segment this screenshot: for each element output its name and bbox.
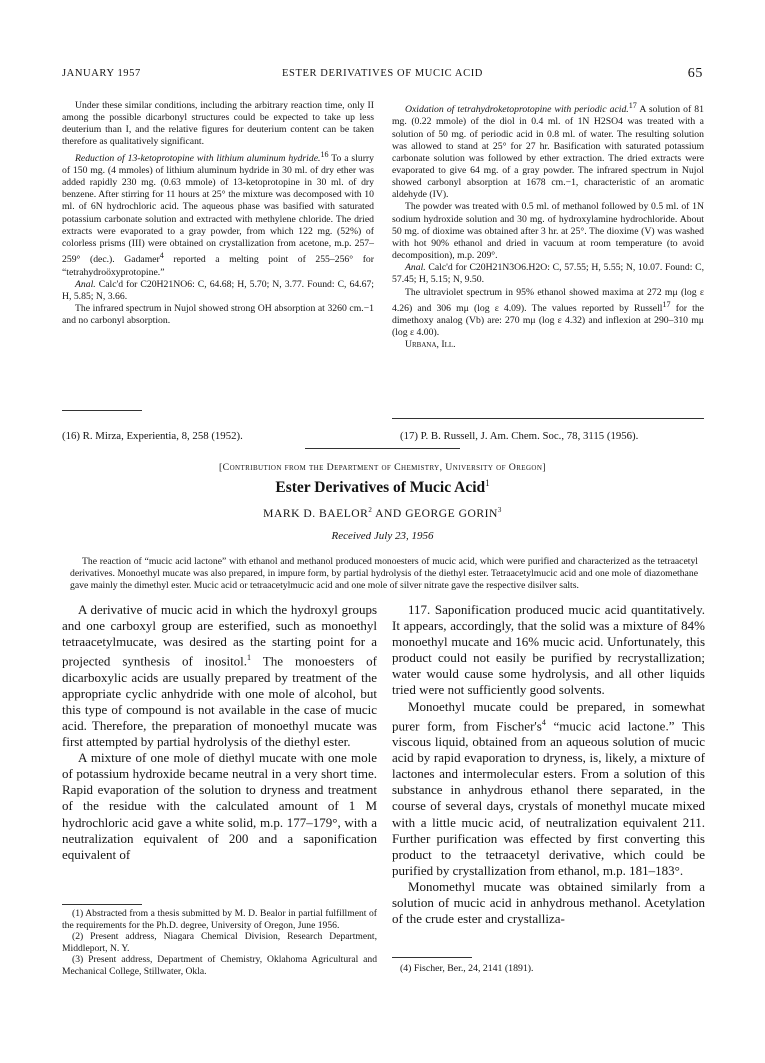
reference-mark: 1 (485, 478, 490, 488)
top-right-column (392, 100, 704, 352)
anal-label: Anal. (75, 278, 96, 290)
contribution-line: [Contribution from the Department of Chemistry, University of Oregon] (218, 462, 546, 473)
footnote-divider (62, 410, 142, 411)
paragraph: The ultraviolet spectrum in 95% ethanol showed maxima at 272 mμ (log ε 4.26) and 306 mμ (log ε 4.09). The values reported by Russell$^{17}$ for the dimethoxy analog (Vb) are: 270 mμ (log ε 4.32) and inflexion at 290–310 mμ (log ε 4.00). (392, 286, 704, 339)
paragraph: The powder was treated with 0.5 ml. of methanol followed by 0.5 ml. of 1N sodium hydroxide solution and 30 mg. of hydroxylamine hydrochloride. About 50 mg. of dioxime was obtained after 3 hr. at 25°. The dioxime (V) was washed with hot 90% ethanol and dried in vacuum at room temperature (to avoid decomposition), m.p. 209°. (392, 201, 704, 262)
footnote: (2) Present address, Niagara Chemical Division, Research Department, Middleport, N. Y. (62, 931, 377, 954)
footnote: (16) R. Mirza, Experientia, 8, 258 (1952). (62, 430, 243, 442)
reference-mark: 4 (159, 251, 164, 261)
paragraph: Oxidation of tetrahydroketoprotopine with periodic acid.$^{17}$ A solution of 81 mg. (0.22 mmole) of the diol in 0.4 ml. of 1N H2SO4 was treated with a solution of 50 mg. of periodic acid in 0.8 ml. of water. The resulting solution was allowed to stand at 25° for 27 hr. Basification with saturated potassium carbonate solution was followed by ether extraction. The dried extracts were evaporated to give 64 mg. of a gray powder. The infrared spectrum in Nujol showed carbonyl absorption at 1678 cm.−1, characteristic of an aromatic aldehyde (IV). (392, 101, 704, 201)
reference-mark: 17 (628, 101, 637, 110)
footnote-divider (62, 904, 142, 905)
page-number: 65 (687, 66, 703, 81)
received-date: Received July 23, 1956 (331, 530, 434, 542)
footnote: (17) P. B. Russell, J. Am. Chem. Soc., 78, 3115 (1956). (400, 430, 639, 442)
place-line: Urbana, Ill. (405, 339, 456, 351)
abstract: The reaction of “mucic acid lactone” with ethanol and methanol produced monoesters of mucic acid, which were purified and characterized as the tetraacetyl derivatives. Monoethyl mucate was also prepared, in impure form, by partial hydrolysis of the diethyl ester. Tetraacetylmucic acid and one mole of diazomethane gave mainly the dimethyl ester. Mucic acid or tetraacetylmucic acid and one mole of silver nitrate gave the respective disilver salts. (70, 556, 698, 591)
article-divider (305, 448, 460, 449)
section-heading: Oxidation of tetrahydroketoprotopine with periodic acid. (405, 104, 629, 116)
footnote: (3) Present address, Department of Chemistry, Oklahoma Agricultural and Mechanical College, Stillwater, Okla. (62, 954, 377, 977)
paragraph: A mixture of one mole of diethyl mucate with one mole of potassium hydroxide became neutral in a very short time. Rapid evaporation of the solution to dryness and treatment of the residue with the calculated amount of 1 M hydrochloric acid gave a white solid, m.p. 177–179°, with a neutralization equivalent of 200 and a saponification equivalent of (62, 750, 377, 862)
paragraph: Monoethyl mucate could be prepared, in somewhat purer form, from $Fischer's^4$ “mucic acid lactone.” This viscous liquid, obtained from an aqueous solution of mucic acid by rapid evaporation to dryness, is, likely, a mixture of lactones and intermolecular esters. From a solution of this substance in anhydrous ethanol there separated, in the course of several days, crystals of monethyl mucate mixed with a little mucic acid, of neutralization equivalent 211. Further purification was effected by first converting this product to the tetraacetyl derivative, which could be purified by crystallization from ethanol, m.p. 181–183°. (392, 698, 705, 878)
top-left-column (62, 100, 374, 327)
reference-mark: 1 (247, 653, 252, 663)
footnote-divider (392, 957, 472, 958)
footnote: (1) Abstracted from a thesis submitted by M. D. Bealor in partial fulfillment of the requirements for the Ph.D. degree, University of Oregon, June 1956. (62, 908, 377, 931)
footnote-divider (392, 418, 704, 419)
paragraph: Monomethyl mucate was obtained similarly from a solution of mucic acid in anhydrous methanol. Acetylation of the crude ester and crystalliza- (392, 878, 705, 927)
body-left-column (62, 602, 377, 863)
authors-line: MARK D. BAELOR$^2$ AND GEORGE GORIN$^3$ (263, 506, 502, 520)
section-heading: Reduction of 13-ketoprotopine with lithium aluminum hydride. (75, 152, 321, 164)
header-title: ESTER DERIVATIVES OF MUCIC ACID (281, 68, 483, 79)
running-header (62, 68, 703, 84)
header-date: JANUARY 1957 (62, 68, 141, 79)
footnotes-left (62, 908, 377, 978)
paragraph: Anal. Calc'd for C20H21N3O6.H2O: C, 57.55; H, 5.55; N, 10.07. Found: C, 57.45; H, 5.15; N, 9.50. (392, 262, 704, 286)
paragraph: 117. Saponification produced mucic acid quantitatively. It appears, accordingly, that the solid was a mixture of 84% monoethyl mucate and 16% mucic acid. Unfortunately, this product could not easily be purified by recrystallization; water would cause some hydrolysis, and all other liquids tried were not sufficiently good solvents. (392, 602, 705, 698)
reference-mark: 16 (320, 149, 329, 159)
article-title: Ester Derivatives of Mucic Acid$^1$ (275, 478, 490, 497)
paragraph: The infrared spectrum in Nujol showed strong OH absorption at 3260 cm.−1 and no carbonyl absorption. (62, 302, 374, 327)
reference-mark: 4 (541, 717, 546, 727)
paragraph: Under these similar conditions, including the arbitrary reaction time, only II among the possible dicarbonyl structures could be expected to take up less deuterium than I, and the relative figures for deuterium content can be taken therefore as qualitatively significant. (62, 100, 374, 148)
paragraph: Reduction of 13-ketoprotopine with lithium aluminum hydride.$^{16}$ To a slurry of 150 mg. (4 mmoles) of lithium aluminum hydride in 30 ml. of dry ether was added rapidly 230 mg. (0.63 mmole) of 13-ketoprotopine in 30 ml. of dry benzene. After stirring for 11 hours at 25° the mixture was decomposed with 10 ml. of 6N hydrochloric acid. The aqueous phase was basified with saturated potassium carbonate solution and extracted with methylene chloride. The dried extracts were evaporated to a gray powder, from which 122 mg. (52%) of colorless prisms (III) were obtained on crystallization from acetone, m.p. 257–259° (dec.). Gadamer$^4$ reported a melting point of 255–256° for “tetrahydroöxyprotopine.” (62, 149, 375, 278)
anal-label: Anal. (405, 262, 426, 274)
paragraph: Anal. Calc'd for C20H21NO6: C, 64.68; H, 5.70; N, 3.77. Found: C, 64.67; H, 5.85; N, 3.66. (62, 278, 374, 302)
paragraph: A derivative of mucic acid in which the hydroxyl groups and one carboxyl group are esterified, such as monoethyl tetraacetylmucate, was desired as the starting point for a projected synthesis of inositol.$^1$ The monoesters of dicarboxylic acids are usually prepared by treatment of the appropriate cyclic anhydride with one mole of alcohol, but this type of compound is not available in the case of mucic acid. Therefore, the preparation of monoethyl mucate was first attempted by partial hydrolysis of the diethyl ester. (62, 602, 377, 750)
body-right-column (392, 602, 705, 927)
reference-mark: 17 (662, 299, 671, 309)
footnote: (4) Fischer, Ber., 24, 2141 (1891). (400, 963, 534, 974)
